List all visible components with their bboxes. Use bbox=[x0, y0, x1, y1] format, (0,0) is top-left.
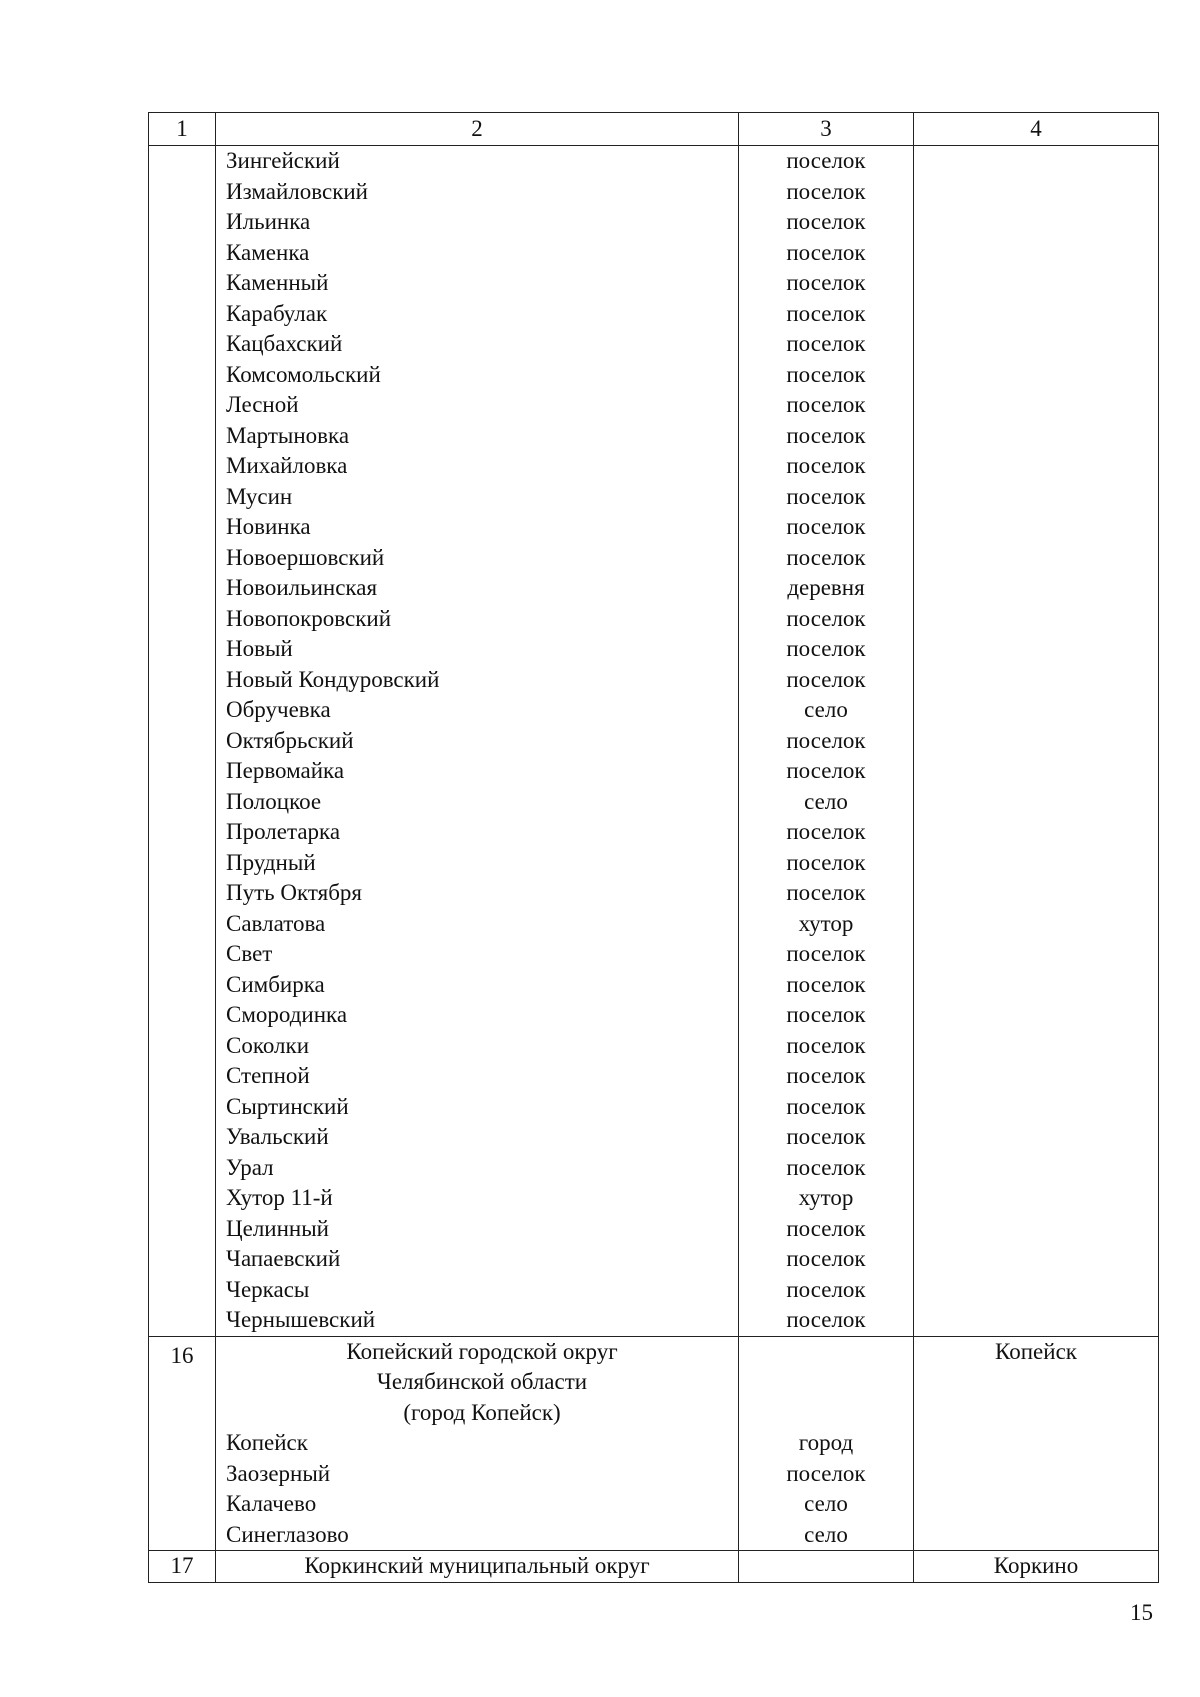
settlement-type: поселок bbox=[786, 1246, 866, 1271]
settlement-type: поселок bbox=[786, 392, 866, 417]
settlement-name: Чапаевский bbox=[226, 1246, 341, 1271]
settlement-type: село bbox=[804, 1521, 848, 1547]
settlement-names-list bbox=[216, 1428, 738, 1550]
settlement-name: Новинка bbox=[226, 514, 311, 539]
settlement-name: Зингейский bbox=[226, 148, 340, 173]
table-header-row bbox=[149, 113, 1159, 146]
district-types-cell bbox=[739, 1551, 914, 1583]
settlement-name: Ильинка bbox=[226, 209, 311, 234]
settlement-type: поселок bbox=[786, 483, 866, 509]
settlement-name: Кацбахский bbox=[226, 331, 343, 356]
settlement-type: хутор bbox=[798, 910, 854, 936]
settlement-name: Мусин bbox=[226, 483, 293, 509]
settlement-type: поселок bbox=[786, 941, 866, 966]
header-col-1: 1 bbox=[149, 113, 216, 146]
settlement-type: село bbox=[804, 1491, 848, 1516]
settlement-name: Путь Октября bbox=[226, 880, 362, 905]
settlement-type: город bbox=[798, 1430, 854, 1455]
settlement-name: Увальский bbox=[226, 1124, 329, 1149]
page-number: 15 bbox=[1130, 1600, 1153, 1625]
settlement-type: поселок bbox=[786, 605, 866, 631]
settlement-name: Обручевка bbox=[226, 697, 331, 722]
settlement-types-list bbox=[739, 1428, 913, 1550]
settlement-type: поселок bbox=[786, 422, 866, 448]
settlement-type: поселок bbox=[786, 636, 866, 661]
settlement-name: Октябрьский bbox=[226, 727, 354, 753]
settlement-type: поселок bbox=[786, 1215, 866, 1241]
settlement-types-list bbox=[739, 146, 913, 1336]
settlement-type: поселок bbox=[786, 361, 866, 387]
settlement-type: поселок bbox=[786, 239, 866, 265]
settlement-name: Прудный bbox=[226, 849, 316, 875]
settlement-type: поселок bbox=[786, 666, 866, 692]
district-types-cell bbox=[739, 1336, 914, 1551]
header-col-4: 4 bbox=[914, 113, 1159, 146]
settlement-name: Полоцкое bbox=[226, 788, 322, 814]
row-number: 17 bbox=[149, 1551, 216, 1583]
settlement-name: Лесной bbox=[226, 392, 299, 417]
settlements-table bbox=[148, 112, 1159, 1583]
settlement-name: Мартыновка bbox=[226, 422, 350, 448]
settlement-name: Урал bbox=[226, 1154, 274, 1180]
settlement-name: Михайловка bbox=[226, 453, 348, 478]
settlement-name: Свет bbox=[226, 941, 273, 966]
settlement-type: поселок bbox=[786, 971, 866, 997]
settlement-name: Каменка bbox=[226, 239, 310, 265]
settlement-type: поселок bbox=[786, 758, 866, 783]
settlement-type: поселок bbox=[786, 331, 866, 356]
settlement-name: Новопокровский bbox=[226, 605, 392, 631]
settlement-name: Заозерный bbox=[226, 1460, 331, 1486]
settlement-name: Хутор 11-й bbox=[226, 1185, 333, 1210]
settlement-type: поселок bbox=[786, 453, 866, 478]
settlement-type: поселок bbox=[786, 1307, 866, 1332]
settlement-name: Симбирка bbox=[226, 971, 325, 997]
header-col-2: 2 bbox=[216, 113, 739, 146]
district-center: Копейск bbox=[914, 1336, 1159, 1551]
settlement-type: поселок bbox=[786, 209, 866, 234]
settlement-type: поселок bbox=[786, 1154, 866, 1180]
settlement-name: Целинный bbox=[226, 1215, 329, 1241]
settlement-name: Сыртинский bbox=[226, 1093, 349, 1119]
table-row-17 bbox=[149, 1551, 1159, 1583]
district-names-cell bbox=[216, 1336, 739, 1551]
settlement-type: поселок bbox=[786, 1276, 866, 1302]
table-row-16 bbox=[149, 1336, 1159, 1551]
settlement-name: Пролетарка bbox=[226, 819, 341, 844]
continuation-center-cell bbox=[914, 146, 1159, 1337]
settlement-type: поселок bbox=[786, 819, 866, 844]
district-center: Коркино bbox=[914, 1551, 1159, 1583]
settlement-name: Копейск bbox=[226, 1430, 308, 1455]
settlement-name: Савлатова bbox=[226, 910, 326, 936]
district-title-line: Челябинской области bbox=[376, 1369, 588, 1394]
settlement-type: поселок bbox=[786, 1063, 866, 1088]
settlement-type: поселок bbox=[786, 1124, 866, 1149]
settlement-name: Карабулак bbox=[226, 300, 328, 326]
settlement-type: деревня bbox=[787, 575, 865, 600]
settlement-name: Соколки bbox=[226, 1032, 310, 1058]
continuation-number-cell bbox=[149, 146, 216, 1337]
settlement-name: Измайловский bbox=[226, 178, 368, 204]
header-col-3: 3 bbox=[739, 113, 914, 146]
settlement-name: Смородинка bbox=[226, 1002, 348, 1027]
settlement-type: село bbox=[804, 788, 848, 814]
settlement-type: поселок bbox=[786, 270, 866, 295]
settlement-name: Первомайка bbox=[226, 758, 345, 783]
settlement-type: поселок bbox=[786, 849, 866, 875]
settlement-type: поселок bbox=[786, 178, 866, 204]
settlement-type: поселок bbox=[786, 148, 866, 173]
settlement-type: поселок bbox=[786, 727, 866, 753]
settlement-type: поселок bbox=[786, 1002, 866, 1027]
settlement-type: поселок bbox=[786, 1460, 866, 1486]
row-number: 16 bbox=[149, 1336, 216, 1551]
settlement-name: Степной bbox=[226, 1063, 310, 1088]
district-title-line: Копейский городской округ bbox=[346, 1338, 618, 1364]
settlement-name: Новый bbox=[226, 636, 293, 661]
settlement-type: поселок bbox=[786, 880, 866, 905]
settlement-name: Чернышевский bbox=[226, 1307, 376, 1332]
continuation-names-cell bbox=[216, 146, 739, 1337]
continuation-types-cell bbox=[739, 146, 914, 1337]
continuation-row bbox=[149, 146, 1159, 1337]
settlement-type: поселок bbox=[786, 1093, 866, 1119]
settlement-names-list bbox=[216, 146, 738, 1336]
settlement-name: Новый Кондуровский bbox=[226, 666, 440, 692]
settlement-name: Новоершовский bbox=[226, 544, 385, 570]
settlement-type: поселок bbox=[786, 1032, 866, 1058]
settlement-name: Черкасы bbox=[226, 1276, 310, 1302]
settlement-type: поселок bbox=[786, 514, 866, 539]
settlement-type: поселок bbox=[786, 300, 866, 326]
district-title-line: (город Копейск) bbox=[403, 1399, 561, 1425]
settlement-name: Каменный bbox=[226, 270, 329, 295]
settlement-name: Новоильинская bbox=[226, 575, 378, 600]
settlement-type: хутор bbox=[798, 1185, 854, 1210]
settlement-type: село bbox=[804, 697, 848, 722]
district-title: Коркинский муниципальный округ bbox=[216, 1551, 739, 1583]
settlement-type: поселок bbox=[786, 544, 866, 570]
settlement-name: Комсомольский bbox=[226, 361, 381, 387]
settlement-name: Синеглазово bbox=[226, 1521, 349, 1547]
settlement-name: Калачево bbox=[226, 1491, 317, 1516]
